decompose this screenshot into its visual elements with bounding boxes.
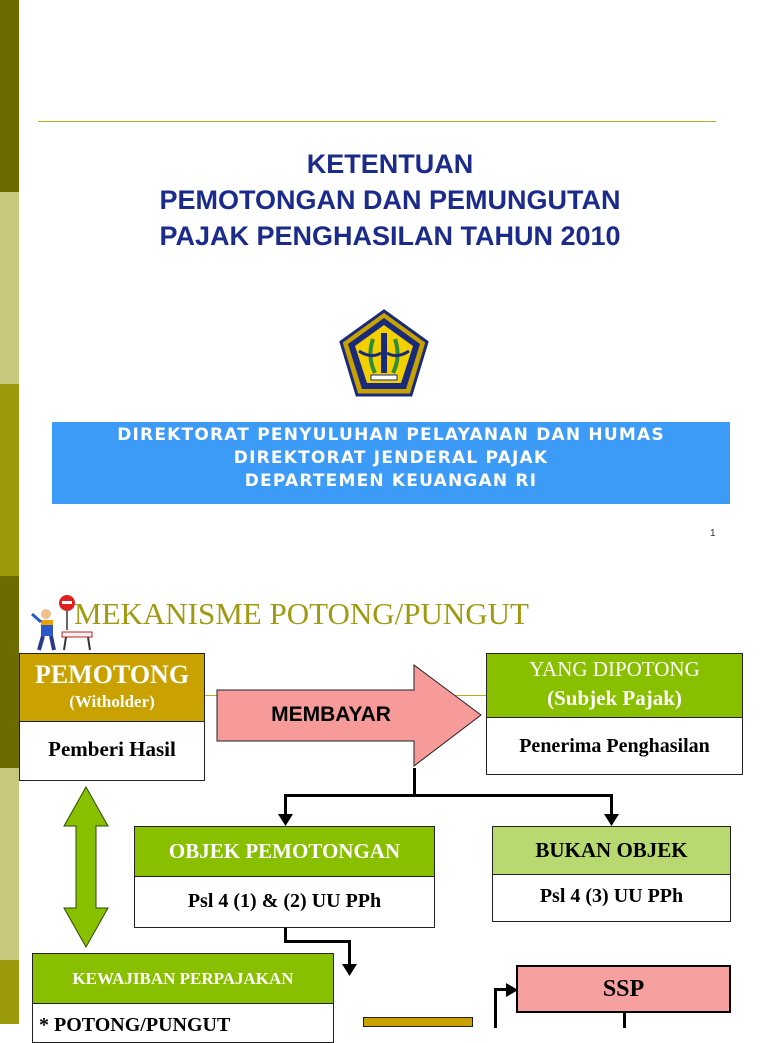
banner-line-2: DIREKTORAT JENDERAL PAJAK xyxy=(233,448,549,468)
kewajiban-body: * POTONG/PUNGUT xyxy=(39,1014,231,1036)
arrowhead-down-icon xyxy=(604,814,619,826)
double-arrow-icon xyxy=(62,786,110,948)
objek-box xyxy=(134,826,435,928)
arrowhead-down-icon xyxy=(342,964,357,976)
objek-title: OBJEK PEMOTONGAN xyxy=(135,827,434,877)
connector-line xyxy=(494,988,497,1028)
stripe-segment xyxy=(0,576,19,768)
title-rule xyxy=(38,121,716,122)
connector-line xyxy=(284,794,287,816)
dipotong-box xyxy=(486,653,743,775)
stripe-segment xyxy=(0,384,19,576)
page-title-line-1: KETENTUAN xyxy=(306,149,474,179)
ssp-box: SSP xyxy=(516,965,731,1013)
pemotong-header xyxy=(20,654,204,722)
membayar-label: MEMBAYAR xyxy=(271,703,391,726)
stripe-segment xyxy=(0,0,19,192)
pemotong-title: PEMOTONG xyxy=(34,660,190,689)
gold-box xyxy=(363,1017,473,1027)
bukan-objek-box xyxy=(492,826,731,922)
connector-line xyxy=(413,768,416,796)
connector-line xyxy=(610,794,613,816)
bukan-objek-body: Psl 4 (3) UU PPh xyxy=(539,885,684,907)
pemotong-box xyxy=(19,653,205,781)
dipotong-subtitle: (Subjek Pajak) xyxy=(547,686,682,710)
page-title-line-2: PEMOTONGAN DAN PEMUNGUTAN xyxy=(159,185,621,215)
dipotong-header xyxy=(487,654,742,718)
section-heading: MEKANISME POTONG/PUNGUT xyxy=(74,596,529,631)
banner-line-1: DIREKTORAT PENYULUHAN PELAYANAN DAN HUMAS xyxy=(117,425,665,445)
connector-line xyxy=(348,940,351,966)
connector-line xyxy=(623,1013,626,1028)
directorate-banner xyxy=(52,422,730,504)
connector-line xyxy=(284,940,351,943)
banner-line-3: DEPARTEMEN KEUANGAN RI xyxy=(244,471,538,491)
ministry-emblem-logo xyxy=(337,309,431,403)
dipotong-title: YANG DIPOTONG xyxy=(529,657,700,681)
arrowhead-down-icon xyxy=(278,814,293,826)
objek-body: Psl 4 (1) & (2) UU PPh xyxy=(187,890,382,912)
bukan-objek-title: BUKAN OBJEK xyxy=(493,827,730,875)
page-number: 1 xyxy=(710,528,716,539)
kewajiban-title: KEWAJIBAN PERPAJAKAN xyxy=(33,954,333,1004)
connector-line xyxy=(284,794,613,797)
stripe-segment xyxy=(0,960,19,1024)
page-title-line-3: PAJAK PENGHASILAN TAHUN 2010 xyxy=(159,221,621,251)
stripe-segment xyxy=(0,768,19,960)
stripe-segment xyxy=(0,192,19,384)
pemotong-body: Pemberi Hasil xyxy=(48,737,176,761)
dipotong-body: Penerima Penghasilan xyxy=(519,735,710,757)
pemotong-subtitle: (Witholder) xyxy=(69,692,155,711)
kewajiban-box xyxy=(32,953,334,1043)
